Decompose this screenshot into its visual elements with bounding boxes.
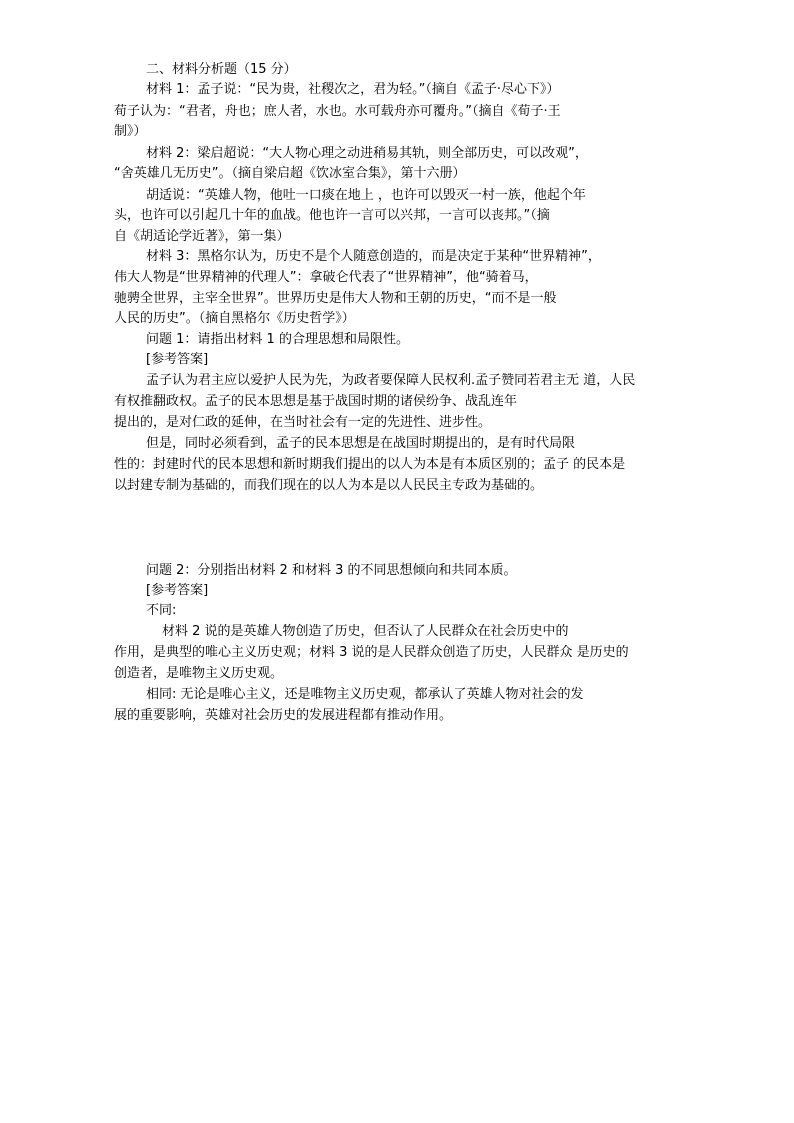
question-2-prompt: 问题 2：分别指出材料 2 和材料 3 的不同思想倾向和共同本质。 xyxy=(146,563,517,578)
material-2-line-4: 头，也许可以引起几十年的血战。他也许一言可以兴邦，一言可以丧邦。”（摘 xyxy=(114,208,550,223)
material-3-line-1: 材料 3：黑格尔认为，历史不是个人随意创造的，而是决定于某种“世界精神”， xyxy=(146,249,601,264)
material-3-line-2: 伟大人物是“世界精神的代理人”：拿破仑代表了“世界精神”，他“骑着马， xyxy=(114,270,538,285)
question-1-answer-line-2: 有权推翻政权。孟子的民本思想是基于战国时期的诸侯纷争、战乱连年 xyxy=(114,394,518,409)
material-3-line-4: 人民的历史”。（摘自黑格尔《历史哲学》） xyxy=(114,311,355,326)
question-2-similarity-line-2: 展的重要影响，英雄对社会历史的发展进程都有推动作用。 xyxy=(114,708,453,723)
material-2-line-2: “舍英雄几无历史”。（摘自梁启超《饮冰室合集》，第十六册） xyxy=(114,166,466,181)
material-3-line-3: 驰骋全世界，主宰全世界”。世界历史是伟大人物和王朝的历史，“而不是一般 xyxy=(114,291,557,306)
question-1-answer-label: [参考答案] xyxy=(146,352,209,367)
question-2-difference-line-3: 创造者，是唯物主义历史观。 xyxy=(114,666,284,681)
material-2-line-5: 自《胡适论学近著》，第一集） xyxy=(114,229,290,244)
question-2-similarity-line-1: 相同: 无论是唯心主义，还是唯物主义历史观，都承认了英雄人物对社会的发 xyxy=(146,687,584,702)
material-1-line-3: 制》） xyxy=(114,124,147,139)
question-2-difference-label: 不同: xyxy=(146,603,177,618)
question-2-difference-line-1: 材料 2 说的是英雄人物创造了历史，但否认了人民群众在社会历史中的 xyxy=(162,624,569,639)
question-1-answer-line-4: 但是，同时必须看到，孟子的民本思想是在战国时期提出的，是有时代局限 xyxy=(146,436,576,451)
question-2-difference-line-2: 作用，是典型的唯心主义历史观；材料 3 说的是人民群众创造了历史，人民群众 是历史的 xyxy=(114,645,629,660)
question-1-prompt: 问题 1：请指出材料 1 的合理思想和局限性。 xyxy=(146,332,409,347)
question-1-answer-line-6: 以封建专制为基础的，而我们现在的以人为本是以人民民主专政为基础的。 xyxy=(114,478,544,493)
question-1-answer-line-3: 提出的，是对仁政的延伸，在当时社会有一定的先进性、进步性。 xyxy=(114,415,492,430)
question-2-answer-label: [参考答案] xyxy=(146,583,209,598)
material-2-line-3: 胡适说：“英雄人物，他吐一口痰在地上 ，也许可以毁灭一村一族，他起个年 xyxy=(146,188,586,203)
material-1-line-2: 荀子认为：“君者，舟也；庶人者，水也。水可载舟亦可覆舟。”（摘自《荀子·王 xyxy=(114,104,561,119)
question-1-answer-line-5: 性的：封建时代的民本思想和新时期我们提出的以人为本是有本质区别的；孟子 的民本是 xyxy=(114,457,626,472)
question-1-answer-line-1: 孟子认为君主应以爱护人民为先，为政者要保障人民权利.孟子赞同若君主无 道，人民 xyxy=(146,373,636,388)
material-2-line-1: 材料 2：梁启超说：“大人物心理之动进稍易其轨，则全部历史，可以改观”， xyxy=(146,146,588,161)
section-title: 二、材料分析题（15 分） xyxy=(146,62,297,77)
material-1-line-1: 材料 1：孟子说：“民为贵，社稷次之，君为轻。”（摘自《孟子·尽心下》） xyxy=(146,82,560,97)
